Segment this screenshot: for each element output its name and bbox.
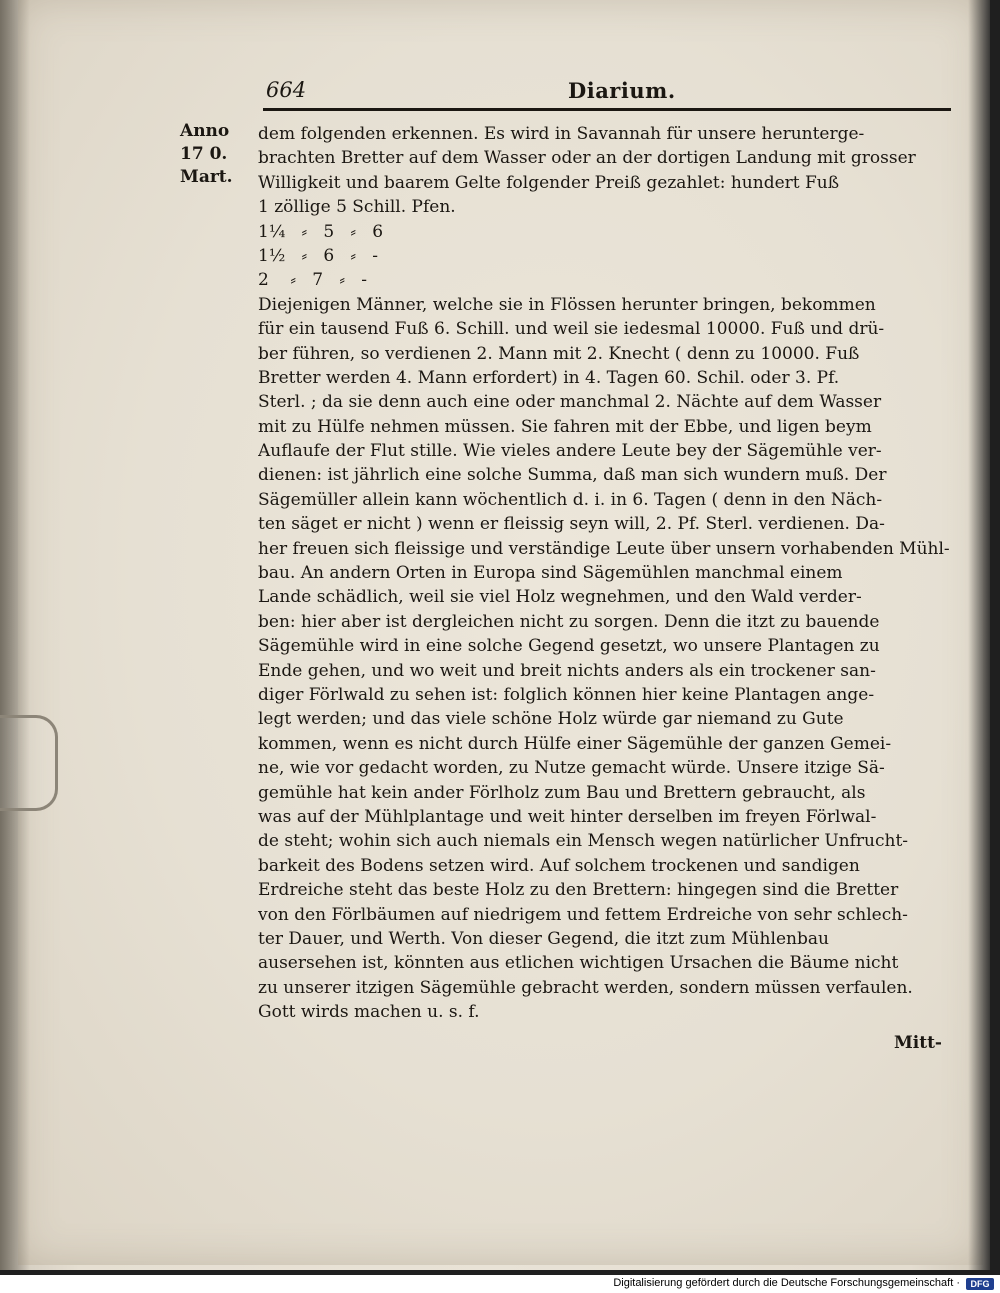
text-line: ne, wie vor gedacht worden, zu Nutze gemacht würde. Unsere itzige Sä- bbox=[258, 758, 885, 779]
text-line: für ein tausend Fuß 6. Schill. und weil sie iedesmal 10000. Fuß und drü- bbox=[258, 319, 885, 340]
funding-notice: Digitalisierung gefördert durch die Deutsche Forschungsgemeinschaft · bbox=[613, 1277, 960, 1289]
dfg-logo: DFG bbox=[966, 1278, 994, 1290]
text-line: Sterl. ; da sie denn auch eine oder manchmal 2. Nächte auf dem Wasser bbox=[258, 392, 882, 413]
catchword: Mitt- bbox=[893, 1033, 942, 1053]
text-line: ten säget er nicht ) wenn er fleissig seyn will, 2. Pf. Sterl. verdienen. Da- bbox=[258, 514, 885, 535]
price-table-row: 2 ⸗ 7 ⸗ - bbox=[258, 270, 367, 291]
footer-bar bbox=[0, 1275, 1000, 1293]
text-line: Lande schädlich, weil sie viel Holz wegnehmen, und den Wald verder- bbox=[258, 587, 862, 608]
text-line: diger Förlwald zu sehen ist: folglich können hier keine Plantagen ange- bbox=[258, 684, 875, 705]
price-table-row: 1½ ⸗ 6 ⸗ - bbox=[258, 245, 379, 266]
text-line: Gott wirds machen u. s. f. bbox=[258, 1002, 480, 1023]
margin-note-line: Mart. bbox=[180, 167, 233, 187]
margin-note bbox=[180, 120, 260, 189]
page-header bbox=[263, 78, 953, 118]
text-line: legt werden; und das viele schöne Holz würde gar niemand zu Gute bbox=[258, 709, 844, 730]
text-line: gemühle hat kein ander Förlholz zum Bau und Brettern gebraucht, als bbox=[258, 782, 866, 803]
text-line: brachten Bretter auf dem Wasser oder an der dortigen Landung mit grosser bbox=[258, 148, 916, 169]
text-line: Sägemühle wird in eine solche Gegend gesetzt, wo unsere Plantagen zu bbox=[258, 636, 880, 657]
spine-shadow bbox=[0, 0, 30, 1270]
text-line: Auflaufe der Flut stille. Wie vieles andere Leute bey der Sägemühle ver- bbox=[258, 441, 882, 462]
page-number: 664 bbox=[266, 78, 307, 102]
text-line: de steht; wohin sich auch niemals ein Mensch wegen natürlicher Unfrucht- bbox=[258, 831, 909, 852]
page-clip bbox=[0, 715, 58, 811]
text-line: her freuen sich fleissige und verständige Leute über unsern vorhabenden Mühl- bbox=[258, 538, 950, 559]
text-line: Ende gehen, und wo weit und breit nichts anders als ein trockener san- bbox=[258, 660, 876, 681]
text-line: Sägemüller allein kann wöchentlich d. i. in 6. Tagen ( denn in den Näch- bbox=[258, 489, 883, 510]
margin-note-line: Anno bbox=[180, 121, 230, 141]
text-line: Diejenigen Männer, welche sie in Flössen herunter bringen, bekommen bbox=[258, 294, 876, 315]
text-line: was auf der Mühlplantage und weit hinter derselben im freyen Förlwal- bbox=[258, 806, 877, 827]
right-edge-shadow bbox=[968, 0, 990, 1270]
text-line: ausersehen ist, könnten aus etlichen wichtigen Ursachen die Bäume nicht bbox=[258, 953, 899, 974]
price-table-row: 1¼ ⸗ 5 ⸗ 6 bbox=[258, 221, 384, 242]
text-line: Bretter werden 4. Mann erfordert) in 4. Tagen 60. Schil. oder 3. Pf. bbox=[258, 367, 840, 388]
header-rule bbox=[263, 108, 951, 111]
text-line: ter Dauer, und Werth. Von dieser Gegend, die itzt zum Mühlenbau bbox=[258, 928, 829, 949]
margin-note-line: 17 0. bbox=[180, 144, 228, 164]
text-line: von den Förlbäumen auf niedrigem und fettem Erdreiche von sehr schlech- bbox=[258, 904, 908, 925]
price-table-row: 1 zöllige 5 Schill. Pfen. bbox=[258, 197, 456, 218]
text-line: mit zu Hülfe nehmen müssen. Sie fahren mit der Ebbe, und ligen beym bbox=[258, 416, 872, 437]
text-line: ber führen, so verdienen 2. Mann mit 2. Knecht ( denn zu 10000. Fuß bbox=[258, 343, 860, 364]
text-line: kommen, wenn es nicht durch Hülfe einer Sägemühle der ganzen Gemei- bbox=[258, 733, 892, 754]
body-text bbox=[258, 122, 958, 1024]
text-line: zu unserer itzigen Sägemühle gebracht werden, sondern müssen verfaulen. bbox=[258, 977, 913, 998]
text-line: bau. An andern Orten in Europa sind Sägemühlen manchmal einem bbox=[258, 563, 843, 584]
text-line: Erdreiche steht das beste Holz zu den Brettern: hingegen sind die Bretter bbox=[258, 880, 899, 901]
text-line: dem folgenden erkennen. Es wird in Savannah für unsere herunterge- bbox=[258, 124, 865, 144]
text-line: dienen: ist jährlich eine solche Summa, daß man sich wundern muß. Der bbox=[258, 465, 887, 486]
running-head: Diarium. bbox=[568, 78, 676, 103]
text-line: barkeit des Bodens setzen wird. Auf solchem trockenen und sandigen bbox=[258, 855, 860, 876]
body-paragraph bbox=[258, 293, 958, 1025]
text-line: Willigkeit und baarem Gelte folgender Preiß gezahlet: hundert Fuß bbox=[258, 172, 840, 193]
text-line: ben: hier aber ist dergleichen nicht zu sorgen. Denn die itzt zu bauende bbox=[258, 611, 880, 632]
